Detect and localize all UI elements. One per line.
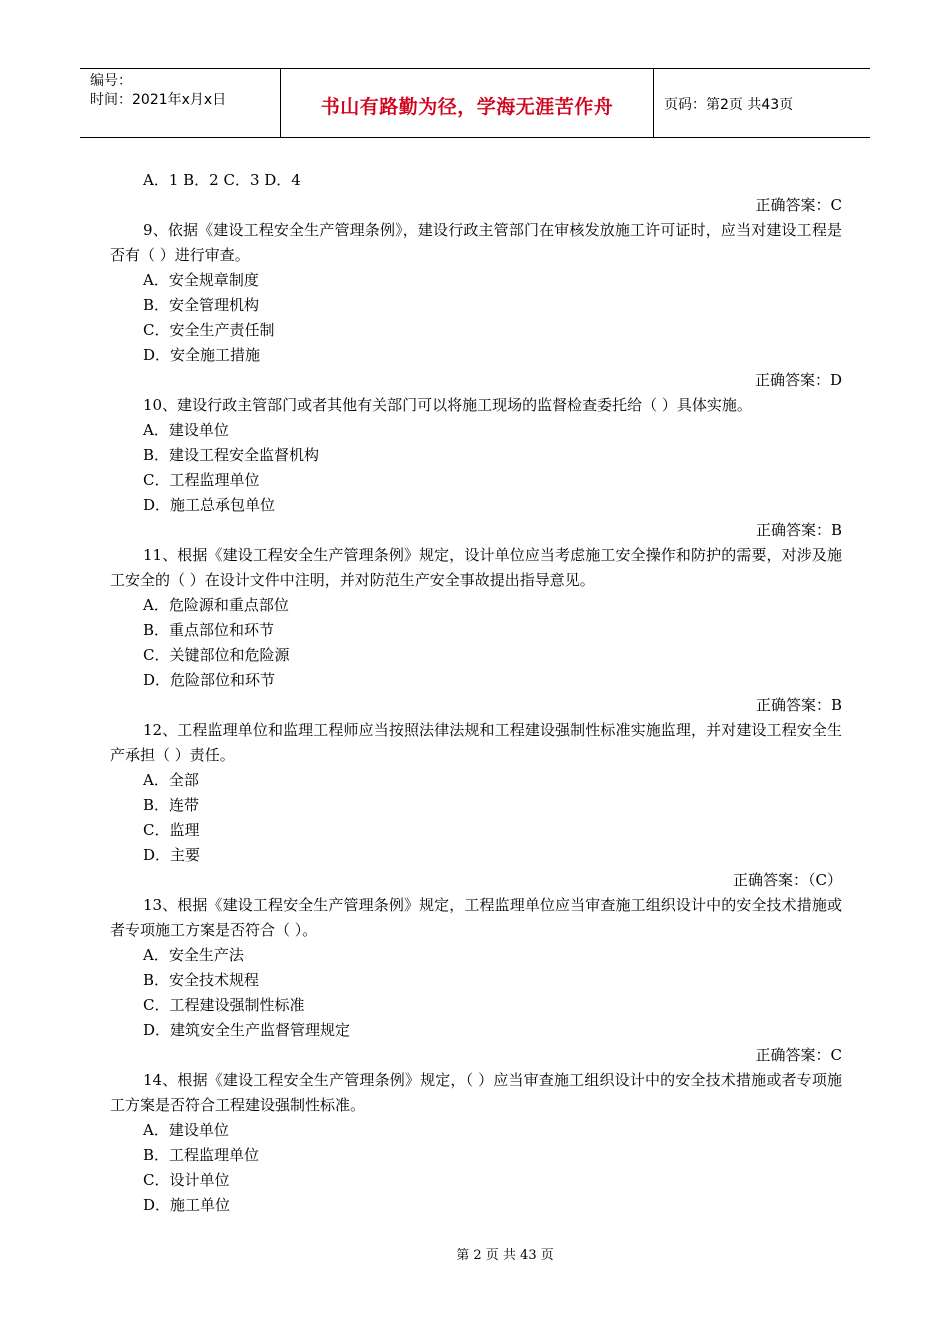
document-number-label: 编号： (90, 73, 132, 89)
option-a: A．全部 (143, 771, 199, 789)
option-c: C．监理 (143, 821, 200, 839)
correct-answer: 正确答案：B (755, 521, 842, 539)
correct-answer: 正确答案：D (754, 371, 842, 389)
header-meta (80, 69, 281, 137)
option-d: D．建筑安全生产监督管理规定 (143, 1021, 351, 1039)
option-a: A．建设单位 (143, 421, 229, 439)
question-text: 9、依据《建设工程安全生产管理条例》，建设行政主管部门在审核发放施工许可证时，应当对建设工程是否有（ ）进行审查。 (110, 221, 842, 264)
question-block (110, 718, 842, 893)
option-b: B．连带 (143, 796, 200, 814)
option-c: C．设计单位 (143, 1171, 230, 1189)
correct-answer: 正确答案：（C） (733, 871, 842, 889)
document-time-label: 时间：2021年x月x日 (90, 92, 227, 108)
option-a: A．建设单位 (143, 1121, 229, 1139)
option-c: C．工程建设强制性标准 (143, 996, 305, 1014)
option-a: A．安全生产法 (143, 946, 244, 964)
previous-question-answer: 正确答案：C (755, 196, 842, 214)
option-d: D．施工总承包单位 (143, 496, 276, 514)
option-b: B．安全管理机构 (143, 296, 260, 314)
option-b: B．建设工程安全监督机构 (143, 446, 320, 464)
page-header (80, 68, 870, 138)
option-c: C．工程监理单位 (143, 471, 260, 489)
correct-answer: 正确答案：B (755, 696, 842, 714)
question-text: 12、工程监理单位和监理工程师应当按照法律法规和工程建设强制性标准实施监理，并对建设工程安全生产承担（ ）责任。 (110, 721, 842, 764)
option-b: B．工程监理单位 (143, 1146, 260, 1164)
question-text: 10、建设行政主管部门或者其他有关部门可以将施工现场的监督检查委托给（ ）具体实施。 (143, 396, 752, 414)
question-block (110, 218, 842, 393)
question-block (110, 543, 842, 718)
header-motto: 书山有路勤为径，学海无涯苦作舟 (281, 69, 654, 137)
question-text: 11、根据《建设工程安全生产管理条例》规定，设计单位应当考虑施工安全操作和防护的需要，对涉及施工安全的（ ）在设计文件中注明，并对防范生产安全事故提出指导意见。 (110, 546, 842, 589)
question-content (110, 168, 842, 1218)
header-page-info: 页码：第2页 共43页 (664, 97, 794, 113)
question-block (110, 1068, 842, 1218)
option-d: D．主要 (143, 846, 201, 864)
question-text: 13、根据《建设工程安全生产管理条例》规定，工程监理单位应当审查施工组织设计中的安全技术措施或者专项施工方案是否符合（ ）。 (110, 896, 842, 939)
option-a: A．安全规章制度 (143, 271, 259, 289)
question-text: 14、根据《建设工程安全生产管理条例》规定，（ ）应当审查施工组织设计中的安全技术措施或者专项施工方案是否符合工程建设强制性标准。 (110, 1071, 842, 1114)
option-d: D．安全施工措施 (143, 346, 261, 364)
option-d: D．危险部位和环节 (143, 671, 276, 689)
previous-question-options: A．1 B．2 C．3 D．4 (143, 171, 301, 189)
question-block (110, 893, 842, 1068)
page-footer: 第 2 页 共 43 页 (456, 1248, 554, 1263)
option-c: C．关键部位和危险源 (143, 646, 290, 664)
question-block (110, 393, 842, 543)
option-b: B．安全技术规程 (143, 971, 260, 989)
option-d: D．施工单位 (143, 1196, 231, 1214)
correct-answer: 正确答案：C (755, 1046, 842, 1064)
option-a: A．危险源和重点部位 (143, 596, 289, 614)
option-b: B．重点部位和环节 (143, 621, 275, 639)
option-c: C．安全生产责任制 (143, 321, 275, 339)
